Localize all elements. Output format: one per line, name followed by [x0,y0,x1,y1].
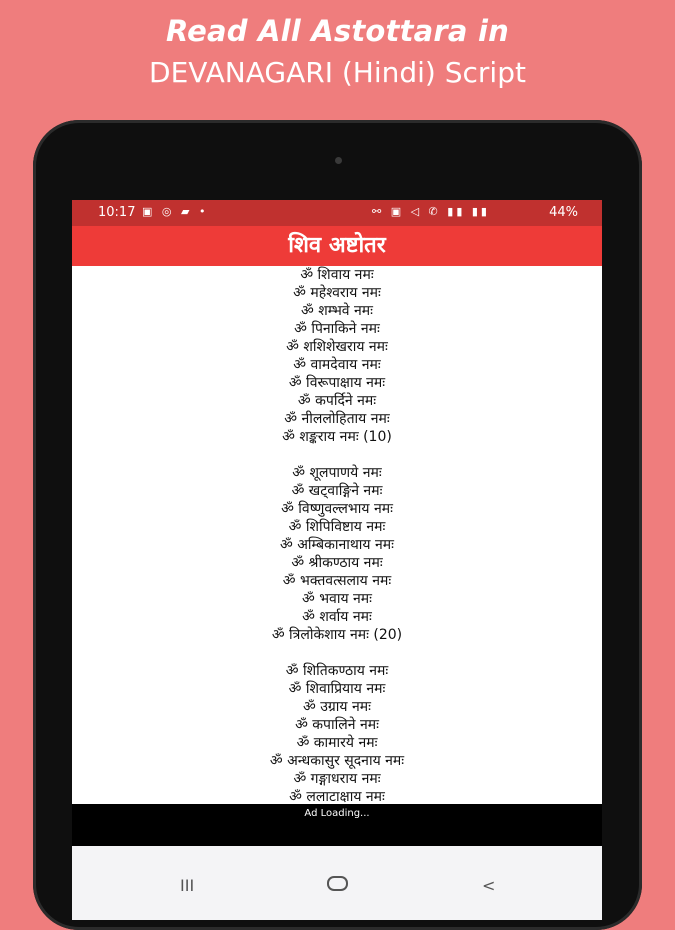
mantra-line: ॐ पिनाकिने नमः [294,321,380,337]
mantra-line: ॐ गङ्गाधराय नमः [293,771,381,787]
notification-icons: ▣ ◎ ▰ • [142,205,209,218]
mantra-line: ॐ अन्धकासुर सूदनाय नमः [269,753,405,769]
mantra-line: ॐ खट्वाङ्गिने नमः [291,483,383,499]
mantra-line: ॐ विष्णुवल्लभाय नमः [281,501,393,517]
mantra-line: ॐ त्रिलोकेशाय नमः (20) [271,627,403,643]
mantra-line: ॐ भवाय नमः [301,591,372,607]
tablet-frame [33,120,642,930]
mantra-group-2 [72,464,602,644]
mantra-line: ॐ शिवाय नमः [300,267,374,283]
mantra-line: ॐ महेश्वराय नमः [293,285,381,301]
ad-loading-text: Ad Loading... [304,808,370,819]
promo-subheadline: DEVANAGARI (Hindi) Script [149,56,526,89]
mantra-line: ॐ वामदेवाय नमः [293,357,381,373]
navigation-bar [72,846,602,920]
system-icons: ⚯ ▣ ◁ ✆ ▮▮ ▮▮ [372,205,490,218]
mantra-line: ॐ शितिकण्ठाय नमः [285,663,389,679]
mantra-line: ॐ कपर्दिने नमः [297,393,377,409]
battery-level: 44% [549,205,578,220]
mantra-line: ॐ शूलपाणये नमः [292,465,382,481]
mantra-line: ॐ नीललोहिताय नमः [284,411,390,427]
mantra-line: ॐ विरूपाक्षाय नमः [288,375,386,391]
ad-banner[interactable] [72,804,602,846]
mantra-line: ॐ शम्भवे नमः [301,303,373,319]
mantra-line: ॐ कपालिने नमः [295,717,379,733]
mantra-line: ॐ शिपिविष्टाय नमः [288,519,386,535]
back-icon[interactable]: < [482,876,496,895]
camera-dot [335,157,342,164]
mantra-line: ॐ शङ्कराय नमः (10) [282,429,392,445]
mantra-line: ॐ शर्वाय नमः [302,609,372,625]
mantra-group-1 [72,266,602,446]
mantra-line: ॐ भक्तवत्सलाय नमः [282,573,392,589]
mantra-list[interactable] [72,266,602,804]
app-bar [72,226,602,266]
home-icon[interactable] [327,876,348,895]
page-title: शिव अष्टोतर [288,233,386,258]
home-pill-icon [327,876,348,891]
mantra-line: ॐ अम्बिकानाथाय नमः [280,537,394,553]
mantra-line: ॐ कामारये नमः [296,735,378,751]
mantra-line: ॐ श्रीकण्ठाय नमः [291,555,383,571]
promo-headline: Read All Astottara in [166,14,509,48]
status-time: 10:17 [98,205,136,220]
mantra-line: ॐ ललाटाक्षाय नमः [289,789,385,804]
mantra-group-3 [72,662,602,804]
status-bar [72,200,602,226]
mantra-line: ॐ शशिशेखराय नमः [286,339,388,355]
recent-apps-icon[interactable]: III [180,876,195,895]
mantra-line: ॐ शिवाप्रियाय नमः [288,681,386,697]
mantra-line: ॐ उग्राय नमः [303,699,371,715]
app-screen [72,200,602,920]
